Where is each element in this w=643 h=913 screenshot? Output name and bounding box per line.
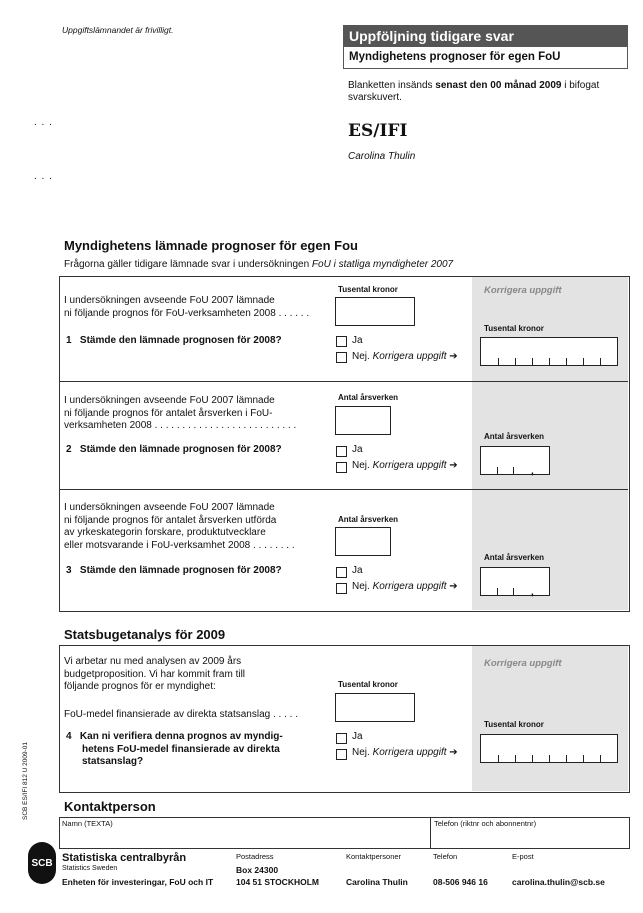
org-name: Statistiska centralbyrån — [62, 852, 187, 864]
org-unit: Enheten för investeringar, FoU och IT — [62, 877, 214, 887]
q4-unit-label: Tusental kronor — [338, 680, 398, 689]
q2-intro: I undersökningen avseende FoU 2007 lämnade ni följande prognos för antalet årsverken i FoU- verksamheten 2008 . . . . . . . . . . . . . . . . . . . . . . . . . . — [64, 395, 297, 431]
name-label: Namn (TEXTA) — [62, 819, 113, 828]
divider — [59, 381, 628, 382]
form-code: ES/IFI — [348, 121, 408, 141]
q3-yes-checkbox[interactable] — [336, 567, 347, 578]
korrigera-heading: Korrigera uppgift — [484, 285, 562, 296]
q4-line: FoU-medel finansierade av direkta statsanslag . . . . . — [64, 709, 298, 720]
q4-corr-unit-label: Tusental kronor — [484, 720, 544, 729]
q2-yes-label: Ja — [352, 444, 363, 455]
q1-question: 1 Stämde den lämnade prognosen för 2008? — [66, 335, 282, 346]
section-title: Myndighetens lämnade prognoser för egen Fou — [64, 238, 358, 253]
section-subtitle: Frågorna gäller tidigare lämnade svar i undersökningen FoU i statliga myndigheter 2007 — [64, 259, 454, 270]
korrigera-heading: Korrigera uppgift — [484, 658, 562, 669]
address-label: Postadress — [236, 852, 274, 861]
arrow-right-icon: ➔ — [449, 747, 458, 758]
decimal-comma: , — [531, 587, 534, 598]
q4-question: 4 Kan ni verifiera denna prognos av myndig- hetens FoU-medel finansierade av direkta statsanslag? — [66, 731, 283, 767]
q3-prognosis-box — [335, 527, 391, 556]
fold-mark: . . . — [34, 117, 53, 128]
q3-question: 3 Stämde den lämnade prognosen för 2008? — [66, 565, 282, 576]
q4-intro: Vi arbetar nu med analysen av 2009 års budgetproposition. Vi har kommit fram till följande prognos för er myndighet: — [64, 656, 246, 692]
q2-no-checkbox[interactable] — [336, 462, 347, 473]
q2-no-label: Nej. Korrigera uppgift ➔ — [352, 460, 458, 471]
q3-correction-input[interactable] — [480, 567, 550, 596]
q3-no-checkbox[interactable] — [336, 583, 347, 594]
q3-unit-label: Antal årsverken — [338, 515, 399, 524]
q1-correction-input[interactable] — [480, 337, 618, 366]
arrow-right-icon: ➔ — [449, 460, 458, 471]
q1-prognosis-box — [335, 297, 415, 326]
q1-corr-unit-label: Tusental kronor — [484, 324, 544, 333]
q3-intro: I undersökningen avseende FoU 2007 lämnade ni följande prognos för antalet årsverken utförda av yrkeskategorin forskare, produktutvecklare eller motsvarande i FoU-verksamhet 2008 . . . . . . . . — [64, 502, 295, 551]
divider — [59, 489, 628, 490]
contacts-value: Carolina Thulin — [346, 877, 408, 887]
q3-yes-label: Ja — [352, 565, 363, 576]
q1-yes-label: Ja — [352, 335, 363, 346]
arrow-right-icon: ➔ — [449, 581, 458, 592]
email-label: E-post — [512, 852, 534, 861]
deadline-note: Blanketten insänds senast den 00 månad 2009 i bifogat svarskuvert. — [348, 80, 600, 103]
form-title: Uppföljning tidigare svar — [343, 25, 628, 47]
arrow-right-icon: ➔ — [449, 351, 458, 362]
q3-corr-unit-label: Antal årsverken — [484, 553, 545, 562]
q4-no-checkbox[interactable] — [336, 749, 347, 760]
q2-unit-label: Antal årsverken — [338, 393, 399, 402]
q1-no-checkbox[interactable] — [336, 352, 347, 363]
contact-name: Carolina Thulin — [348, 151, 416, 162]
form-subtitle: Myndighetens prognoser för egen FoU — [343, 47, 628, 69]
q4-prognosis-box — [335, 693, 415, 722]
q1-intro: I undersökningen avseende FoU 2007 lämnade ni följande prognos för FoU-verksamheten 2008 . . . . . . — [64, 295, 310, 319]
form-id: SCB ES/IFI 812 U 2009-01 — [22, 741, 29, 820]
address-line2: 104 51 STOCKHOLM — [236, 877, 319, 887]
scb-logo: SCB — [28, 842, 56, 884]
q1-unit-label: Tusental kronor — [338, 285, 398, 294]
phone-label: Telefon (riktnr och abonnentnr) — [434, 819, 537, 828]
section-title: Statsbugetanalys för 2009 — [64, 627, 226, 642]
fold-mark: . . . — [34, 171, 53, 182]
q2-correction-input[interactable] — [480, 446, 550, 475]
org-name-en: Statistics Sweden — [62, 865, 118, 872]
q4-yes-label: Ja — [352, 731, 363, 742]
phone-footer-value: 08-506 946 16 — [433, 877, 488, 887]
phone-input[interactable] — [432, 828, 626, 846]
q2-question: 2 Stämde den lämnade prognosen för 2008? — [66, 444, 282, 455]
form-title-block — [343, 25, 628, 69]
q2-prognosis-box — [335, 406, 391, 435]
q4-no-label: Nej. Korrigera uppgift ➔ — [352, 747, 458, 758]
q2-yes-checkbox[interactable] — [336, 446, 347, 457]
q2-corr-unit-label: Antal årsverken — [484, 432, 545, 441]
divider — [430, 817, 431, 848]
q4-yes-checkbox[interactable] — [336, 733, 347, 744]
q4-correction-input[interactable] — [480, 734, 618, 763]
email-value[interactable]: carolina.thulin@scb.se — [512, 877, 605, 887]
contacts-label: Kontaktpersoner — [346, 852, 402, 861]
voluntary-note: Uppgiftslämnandet är frivilligt. — [62, 25, 174, 35]
q3-no-label: Nej. Korrigera uppgift ➔ — [352, 581, 458, 592]
q1-no-label: Nej. Korrigera uppgift ➔ — [352, 351, 458, 362]
address-line1: Box 24300 — [236, 865, 279, 875]
q1-yes-checkbox[interactable] — [336, 336, 347, 347]
section-title: Kontaktperson — [64, 799, 156, 814]
name-input[interactable] — [60, 828, 428, 846]
phone-footer-label: Telefon — [433, 852, 458, 861]
decimal-comma: , — [531, 466, 534, 477]
